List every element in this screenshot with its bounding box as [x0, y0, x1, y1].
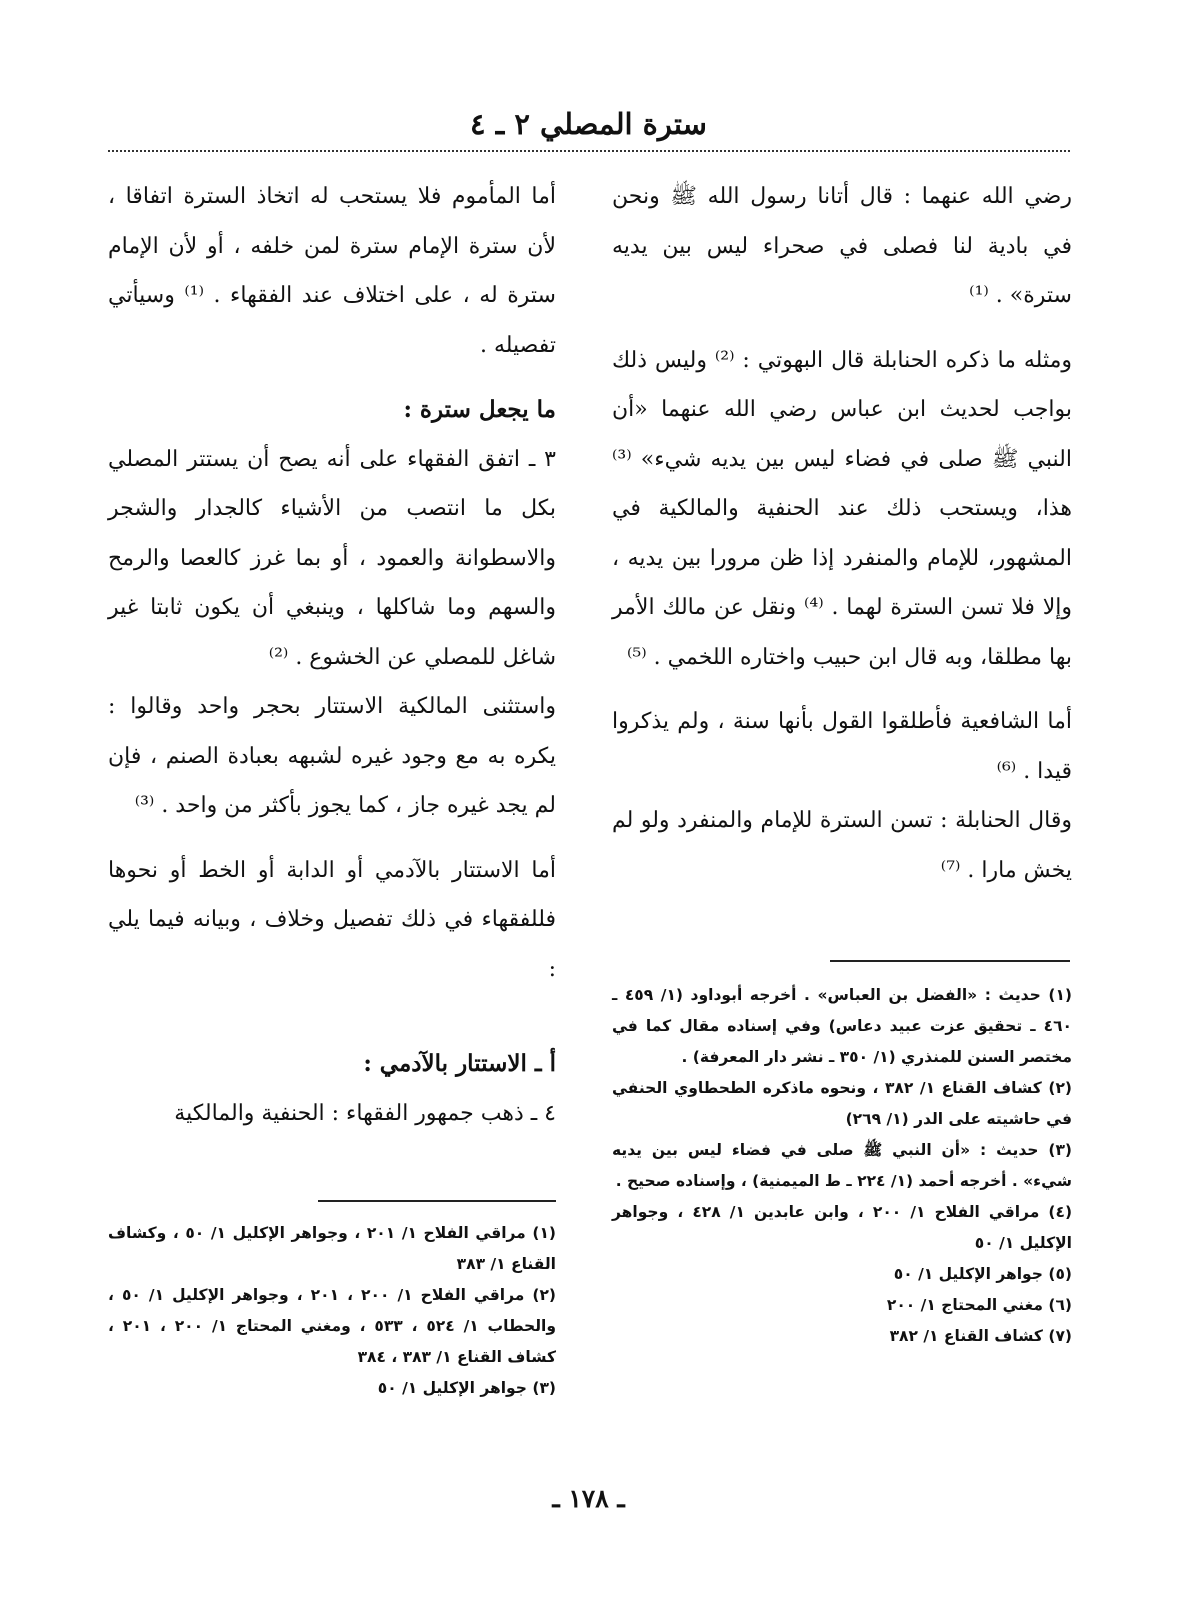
footnote: (٥) جواهر الإكليل ١/ ٥٠ — [893, 1265, 1072, 1283]
body-paragraph: وقال الحنابلة : تسن السترة للإمام والمنفرد ولو لم يخش مارا . ⁽⁷⁾ — [612, 808, 1072, 883]
section-heading: أ ـ الاستتار بالآدمي : — [363, 1050, 556, 1077]
footnote: (٢) مراقي الفلاح ١/ ٢٠٠ ، ٢٠١ ، وجواهر الإكليل ١/ ٥٠ ، والحطاب ١/ ٥٢٤ ، ٥٣٣ ، ومغني المحتاج ١/ ٢٠٠ ، ٢٠١ ، كشاف القناع ١/ ٣٨٣ ، ٣٨٤ — [108, 1286, 556, 1366]
body-paragraph: ومثله ما ذكره الحنابلة قال البهوتي : ⁽²⁾ وليس ذلك بواجب لحديث ابن عباس رضي الله عنهما «أن النبي ﷺ صلى في فضاء ليس بين يديه شيء» ⁽³⁾ هذا، ويستحب ذلك عند الحنفية والمالكية في المشهور، للإمام والمنفرد إذا ظن مرورا بين يديه ، وإلا فلا تسن السترة لهما . ⁽⁴⁾ ونقل عن مالك الأمر بها مطلقا، وبه قال ابن حبيب واختاره اللخمي . ⁽⁵⁾ — [612, 347, 1073, 670]
footnote: (٦) مغني المحتاج ١/ ٢٠٠ — [886, 1296, 1072, 1314]
footnote: (٤) مراقي الفلاح ١/ ٢٠٠ ، وابن عابدين ١/ ٤٢٨ ، وجواهر الإكليل ١/ ٥٠ — [612, 1203, 1073, 1252]
body-paragraph: ٣ ـ اتفق الفقهاء على أنه يصح أن يستتر المصلي بكل ما انتصب من الأشياء كالجدار والشجر والاسطوانة والعمود ، أو بما غرز كالعصا والرمح والسهم وما شاكلها ، وينبغي أن يكون ثابتا غير شاغل للمصلي عن الخشوع . ⁽²⁾ — [108, 446, 556, 670]
footnote: (١) حديث : «الفضل بن العباس» . أخرجه أبوداود (١/ ٤٥٩ ـ ٤٦٠ ـ تحقيق عزت عبيد دعاس) وفي إسناده مقال كما في مختصر السنن للمنذري (١/ ٣٥٠ ـ نشر دار المعرفة) . — [612, 986, 1072, 1066]
footnote: (٣) جواهر الإكليل ١/ ٥٠ — [377, 1379, 556, 1397]
footnote: (٣) حديث : «أن النبي ﷺ صلى في فضاء ليس بين يديه شيء» . أخرجه أحمد (١/ ٢٢٤ ـ ط الميمنية) ، وإسناده صحيح . — [612, 1141, 1072, 1190]
body-paragraph: واستثنى المالكية الاستتار بحجر واحد وقالوا : يكره به مع وجود غيره لشبهه بعبادة الصنم ، فإن لم يجد غيره جاز ، كما يجوز بأكثر من واحد . ⁽³⁾ — [108, 694, 556, 818]
body-paragraph: ٤ ـ ذهب جمهور الفقهاء : الحنفية والمالكية — [174, 1100, 556, 1126]
section-heading: ما يجعل سترة : — [403, 396, 556, 423]
footnote: (٧) كشاف القناع ١/ ٣٨٢ — [889, 1327, 1072, 1345]
running-header-title: سترة المصلي ٢ ـ ٤ — [470, 107, 707, 141]
body-paragraph: أما الشافعية فأطلقوا القول بأنها سنة ، ولم يذكروا قيدا . ⁽⁶⁾ — [612, 709, 1072, 784]
footnote-separator — [830, 960, 1070, 962]
left-text-column — [108, 172, 556, 1138]
body-paragraph: أما الاستتار بالآدمي أو الدابة أو الخط أو نحوها فللفقهاء في ذلك تفصيل وخلاف ، وبيانه فيما يلي : — [108, 857, 556, 982]
right-text-column — [612, 172, 1072, 895]
footnote: (٢) كشاف القناع ١/ ٣٨٢ ، ونحوه ماذكره الطحطاوي الحنفي في حاشيته على الدر (١/ ٢٦٩) — [612, 1079, 1072, 1128]
body-paragraph: رضي الله عنهما : قال أتانا رسول الله ﷺ ونحن في بادية لنا فصلى في صحراء ليس بين يديه سترة» . ⁽¹⁾ — [612, 184, 1072, 308]
footnotes-left — [108, 1218, 556, 1404]
page-number: ـ ١٧٨ ـ — [552, 1484, 625, 1513]
body-paragraph: أما المأموم فلا يستحب له اتخاذ السترة اتفاقا ، لأن سترة الإمام سترة لمن خلفه ، أو لأن الإمام سترة له ، على اختلاف عند الفقهاء . ⁽¹⁾ وسيأتي تفصيله . — [108, 184, 556, 358]
footnote-separator — [318, 1200, 556, 1202]
header-dotted-rule — [108, 150, 1070, 152]
footnote: (١) مراقي الفلاح ١/ ٢٠١ ، وجواهر الإكليل ١/ ٥٠ ، وكشاف القناع ١/ ٣٨٣ — [108, 1224, 557, 1273]
footnotes-right — [612, 980, 1072, 1352]
